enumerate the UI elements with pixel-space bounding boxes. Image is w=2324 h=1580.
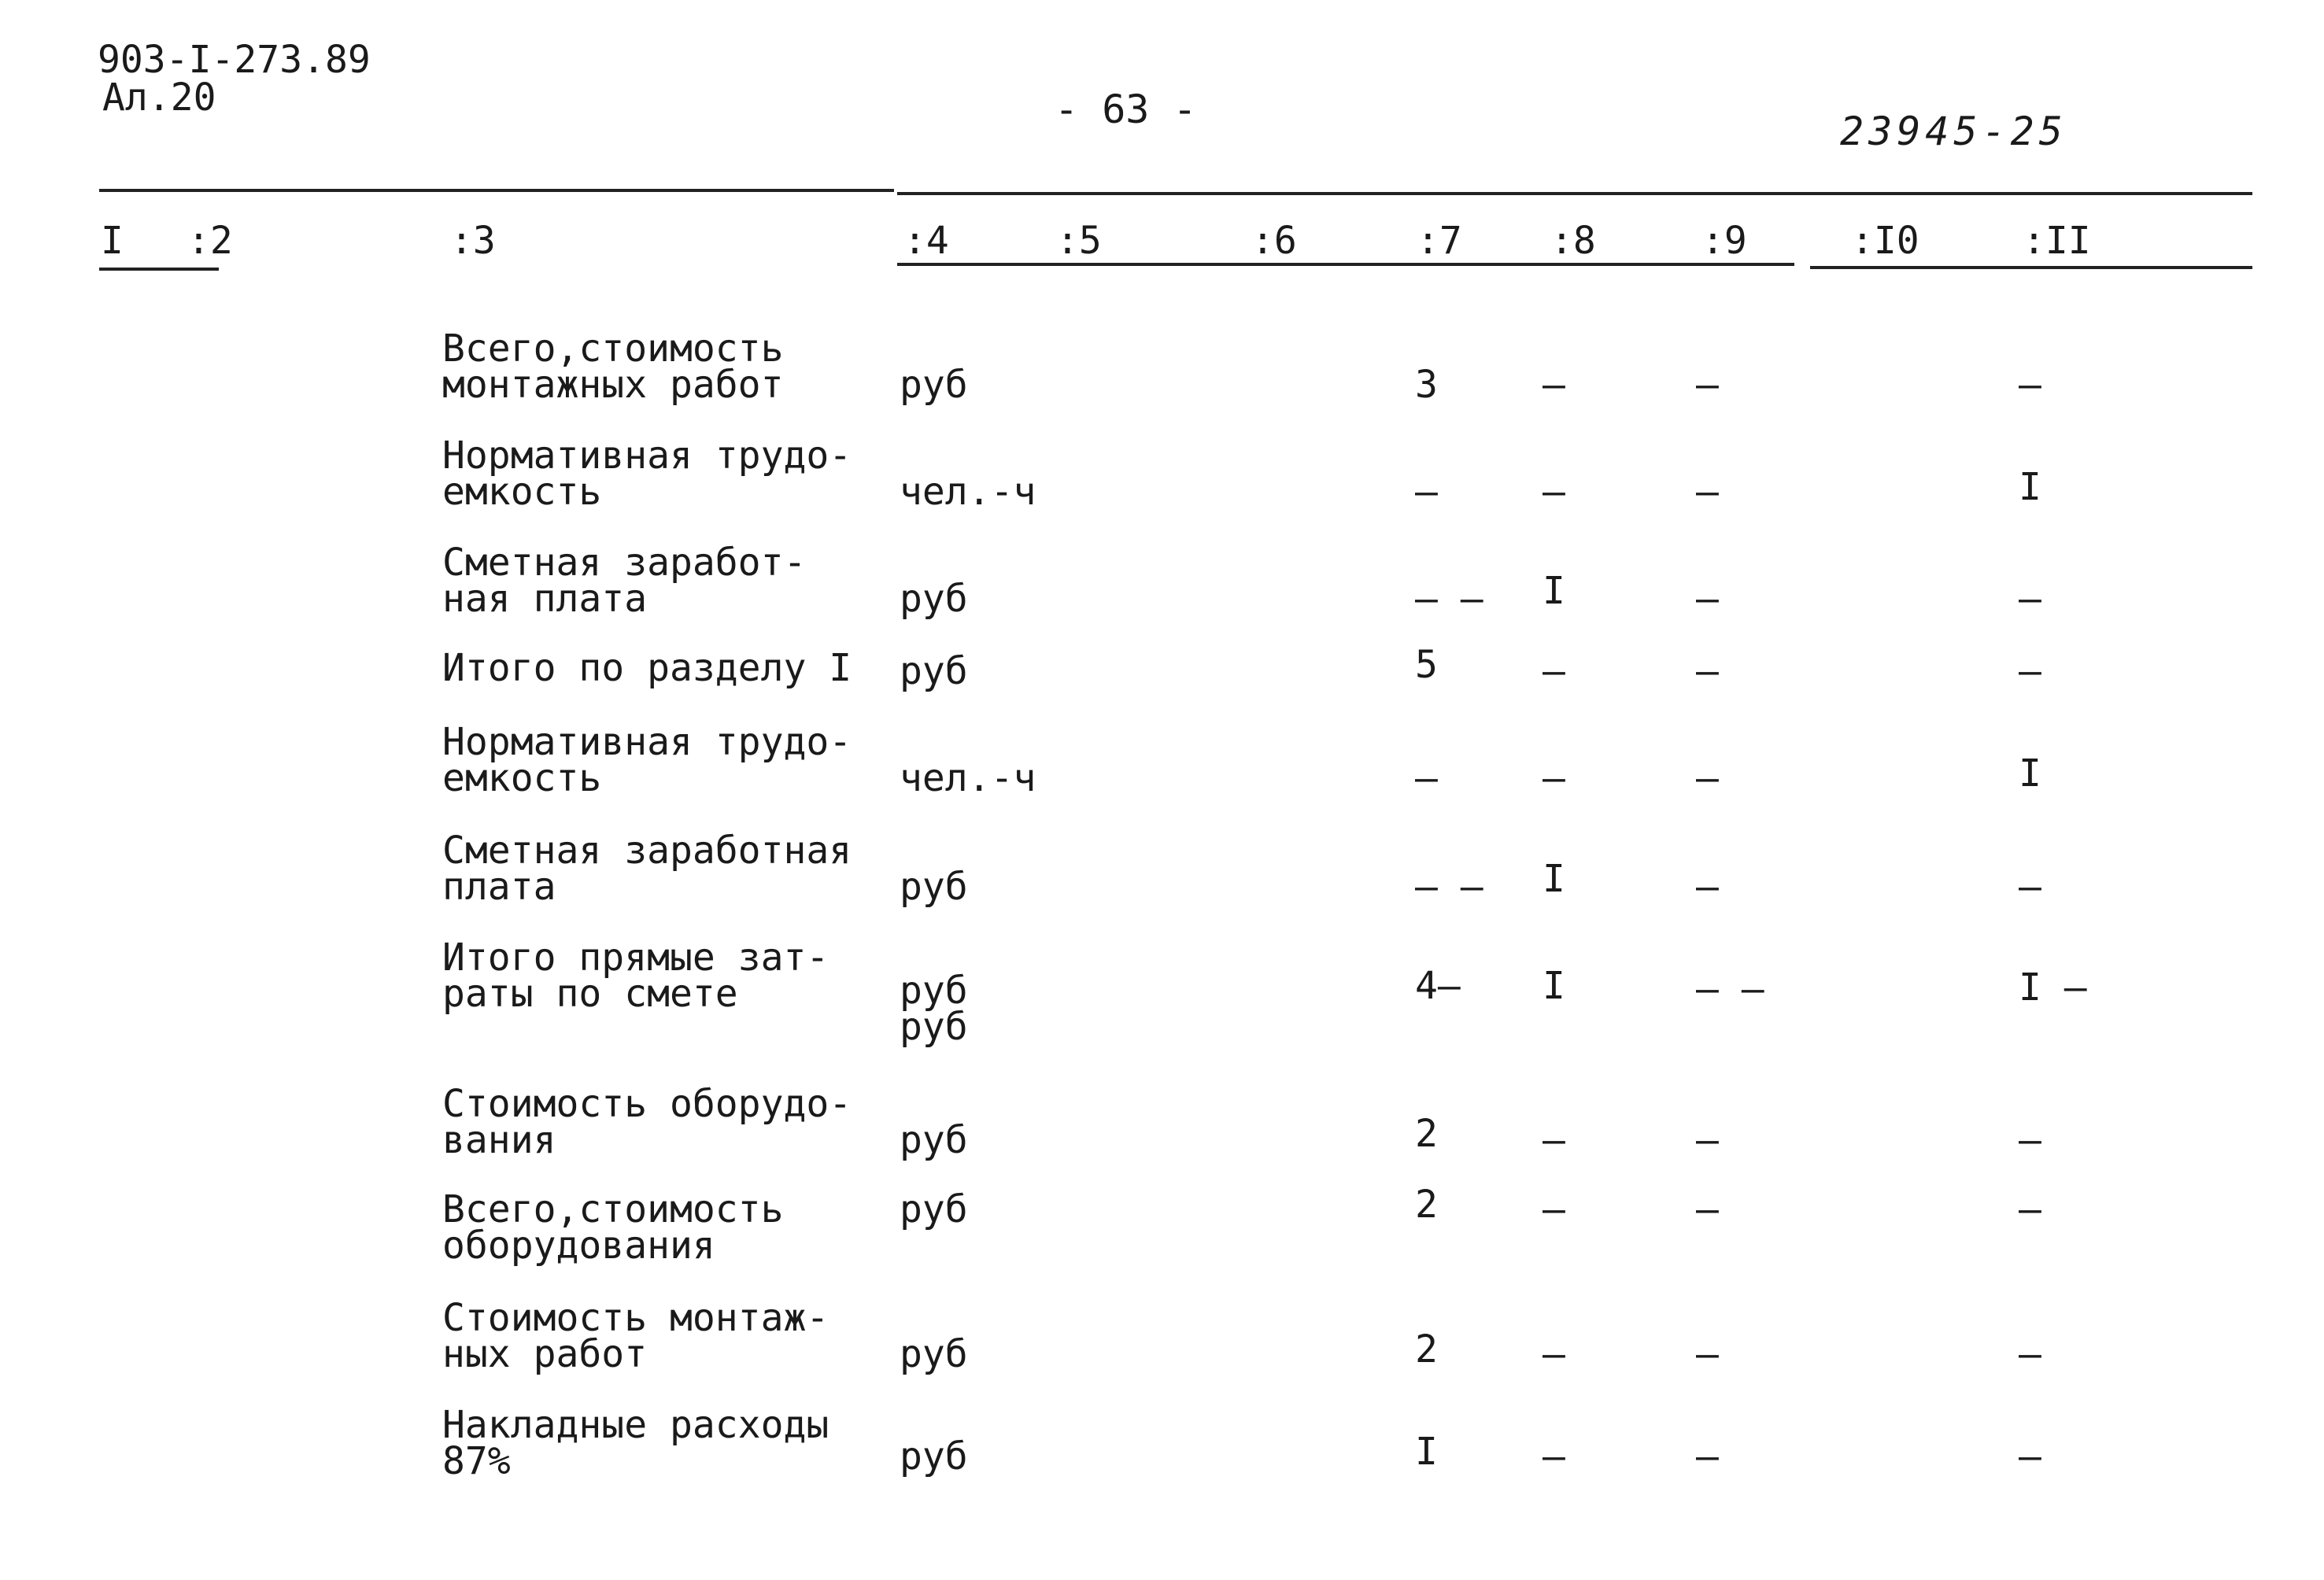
row-name: Накладные расходы 87% [442,1403,829,1483]
row-name: Сметная заработ- ная плата [442,541,807,621]
column-header-7: :7 [1417,219,1462,263]
column-header-10: :I0 [1851,219,1919,263]
row-col8-value: I [1543,857,1565,901]
row-name: Стоимость монтаж- ных работ [442,1296,829,1376]
column-header-rule [1810,266,2252,269]
row-unit: руб [900,649,968,693]
column-header-2: :2 [187,219,233,263]
row-col9-value: – [1696,649,1719,693]
column-header-4: :4 [903,219,949,263]
row-col8-value: – [1543,649,1565,693]
column-header-11: :II [2023,219,2091,263]
row-unit: чел.-ч [900,756,1036,800]
row-name: Всего,стоимость монтажных работ [442,327,784,407]
row-col11-value: – [2019,1434,2041,1478]
row-unit: руб [900,1118,968,1162]
row-col8-value: – [1543,470,1565,514]
column-header-8: :8 [1550,219,1596,263]
row-unit: чел.-ч [900,470,1036,514]
column-header-5: :5 [1056,219,1102,263]
row-col9-value: – [1696,577,1719,621]
row-col8-value: – [1543,363,1565,407]
document-code: 903-I-273.89 [98,38,371,82]
row-col7-value: – – [1415,865,1483,909]
row-unit: руб [900,363,968,407]
table-top-rule [897,192,2252,195]
row-col7-value: – – [1415,577,1483,621]
row-unit: руб [900,1332,968,1376]
row-col7-value: 3 [1415,363,1438,407]
row-col9-value: – [1696,756,1719,800]
row-col11-value: I [2019,751,2041,796]
row-col8-value: – [1543,1434,1565,1478]
row-col7-value: 4– [1415,964,1461,1008]
row-name: Стоимость оборудо- вания [442,1082,852,1162]
row-col8-value: I [1543,569,1565,613]
row-name: Всего,стоимость оборудования [442,1187,784,1268]
row-unit: руб руб [900,969,968,1049]
row-col9-value: – [1696,865,1719,909]
column-header-3: :3 [450,219,496,263]
row-name: Сметная заработная плата [442,829,852,909]
row-col11-value: I [2019,465,2041,509]
row-unit: руб [900,1187,968,1231]
page-number: - 63 - [1055,87,1197,132]
row-col7-value: 5 [1415,643,1438,687]
row-col11-value: – [2019,865,2041,909]
row-col8-value: I [1543,964,1565,1008]
column-header-rule [897,263,1794,266]
row-col7-value: I [1415,1430,1438,1474]
column-header-9: :9 [1701,219,1747,263]
row-col11-value: – [2019,1118,2041,1162]
row-name: Итого по разделу I [442,646,852,690]
row-col8-value: – [1543,1118,1565,1162]
row-col8-value: – [1543,1332,1565,1376]
row-col11-value: – [2019,1187,2041,1231]
row-col9-value: – [1696,1187,1719,1231]
row-col9-value: – [1696,1332,1719,1376]
row-name: Нормативная трудо- емкость [442,720,852,800]
table-top-rule [99,189,894,192]
row-col11-value: – [2019,649,2041,693]
row-unit: руб [900,1434,968,1478]
row-col8-value: – [1543,1187,1565,1231]
column-header-rule [99,268,219,271]
row-col7-value: 2 [1415,1327,1438,1371]
row-col9-value: – [1696,470,1719,514]
row-col7-value: – [1415,756,1438,800]
row-unit: руб [900,865,968,909]
row-col9-value: – [1696,363,1719,407]
row-col11-value: – [2019,577,2041,621]
row-unit: руб [900,577,968,621]
row-col7-value: 2 [1415,1183,1438,1227]
row-col9-value: – [1696,1118,1719,1162]
sheet-label: Ал.20 [102,76,216,120]
row-col11-value: – [2019,363,2041,407]
row-col8-value: – [1543,756,1565,800]
row-col11-value: – [2019,1332,2041,1376]
column-header-1: I [101,219,124,263]
row-col11-value: I – [2019,965,2087,1010]
archive-number: 23945-25 [1840,109,2067,154]
row-col9-value: – – [1696,967,1764,1011]
row-name: Нормативная трудо- емкость [442,434,852,514]
column-header-6: :6 [1251,219,1297,263]
row-col9-value: – [1696,1434,1719,1478]
row-col7-value: 2 [1415,1112,1438,1156]
row-name: Итого прямые зат- раты по смете [442,936,829,1016]
row-col7-value: – [1415,470,1438,514]
